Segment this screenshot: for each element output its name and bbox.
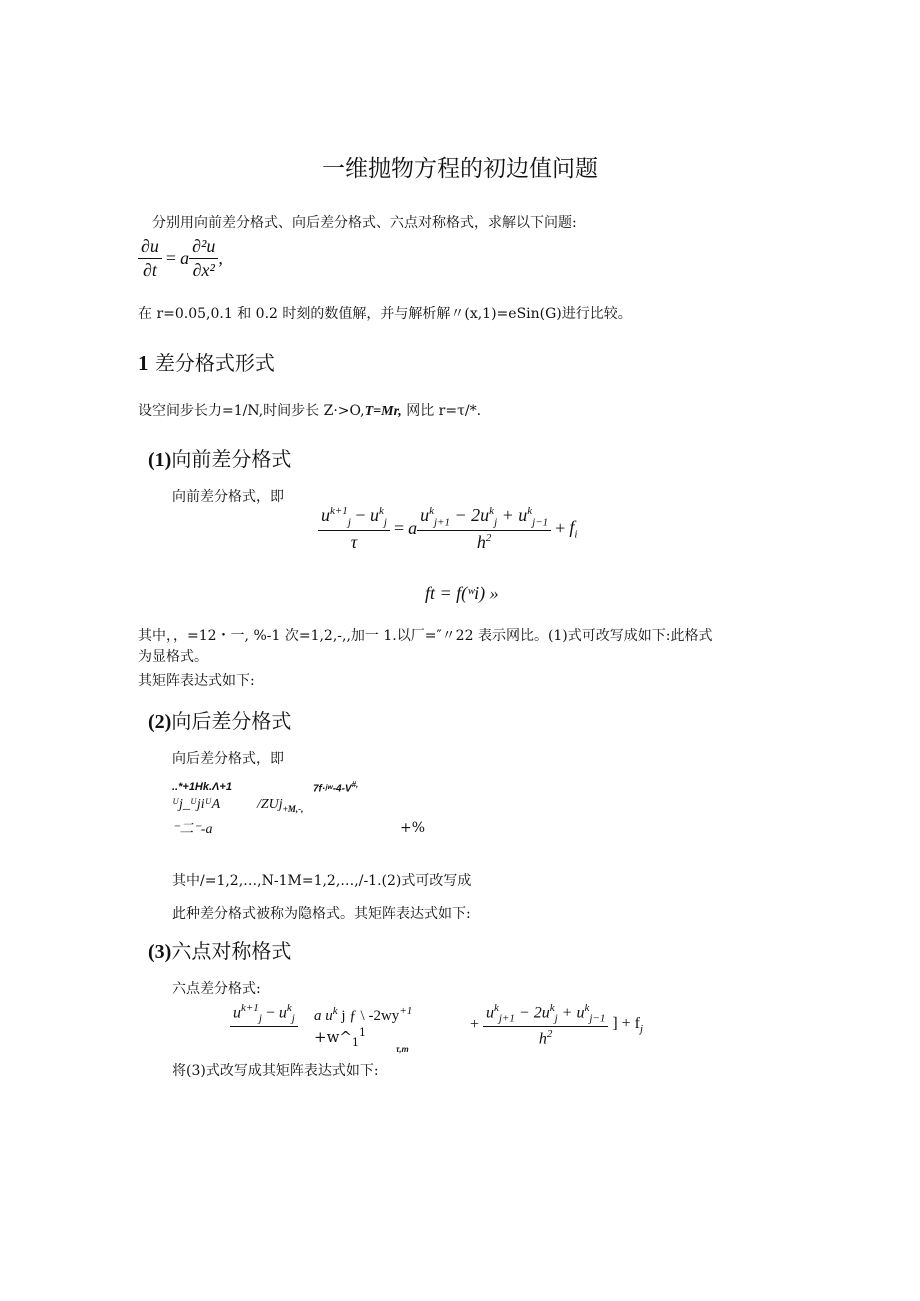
forward-note-line-2: 为显格式。 xyxy=(138,649,208,665)
forward-rhs-denominator: $h^2$ xyxy=(476,531,492,552)
six-point-rhs-numerator: $u^k_{j+1} - 2u^k_j + u^k_{j-1}$ xyxy=(483,1002,608,1027)
six-point-lhs-numerator: $u^{k+1}_j - u^k_j$ xyxy=(230,1002,298,1027)
source-term-equation: ft = f(ʷi) » xyxy=(425,583,499,603)
section-1-title: 差分格式形式 xyxy=(154,351,275,375)
forward-rhs-numerator: $u^k_{j+1} - 2u^k_j + u^k_{j-1}$ xyxy=(417,505,551,531)
subsection-1-number: (1) xyxy=(148,449,172,471)
subsection-3-title: 六点对称格式 xyxy=(171,939,292,963)
six-point-intro: 六点差分格式: xyxy=(172,981,261,997)
six-point-mid-line-2: $+w\^{}_1^1$ xyxy=(314,1026,366,1049)
forward-coef: a xyxy=(408,518,418,539)
forward-source: $f_i$ xyxy=(569,517,578,541)
forward-plus: + xyxy=(555,518,566,539)
pde-equation xyxy=(138,236,223,281)
backward-eq-line-2b: /ZUj$_{+M,-,}$ xyxy=(257,797,304,814)
grid-text: 设空间步长力=1/N,时间步长 Z·>O, xyxy=(138,403,365,419)
forward-equals: = xyxy=(393,518,405,539)
subsection-1-heading xyxy=(148,443,291,472)
six-point-rhs-denominator: $h^2$ xyxy=(538,1027,553,1047)
section-1-heading xyxy=(138,347,275,376)
six-point-rhs xyxy=(470,1002,643,1048)
grid-math: T=Mr, xyxy=(364,404,402,419)
lhs-numerator: ∂u xyxy=(138,236,162,259)
backward-eq-line-1a: ..*+1Hk.Λ+1 xyxy=(172,781,232,793)
equals-sign: = xyxy=(165,248,177,268)
subsection-1-title: 向前差分格式 xyxy=(171,447,292,471)
backward-eq-line-3a: ⁻二⁻-a xyxy=(172,822,213,837)
six-point-mid-line-3: τ,m xyxy=(396,1045,409,1054)
rhs-fraction xyxy=(189,236,218,281)
forward-lhs-numerator: $u^{k+1}_j - u^k_j$ xyxy=(318,505,390,531)
subsection-2-heading xyxy=(148,705,291,734)
six-point-lhs xyxy=(230,1002,298,1040)
coefficient-a: a xyxy=(180,248,190,268)
backward-intro: 向后差分格式，即 xyxy=(172,751,284,767)
forward-equation xyxy=(318,505,577,553)
compare-paragraph: 在 r=0.05,0.1 和 0.2 时刻的数值解，并与解析解〃(x,1)=eSin(G)进行比较。 xyxy=(138,306,632,322)
rhs-numerator: ∂²u xyxy=(189,236,218,259)
matrix-form-label: 其矩阵表达式如下: xyxy=(138,673,255,689)
forward-intro: 向前差分格式，即 xyxy=(172,489,284,505)
backward-note-line-2: 此种差分格式被称为隐格式。其矩阵表达式如下: xyxy=(172,906,471,922)
six-point-rhs-fraction xyxy=(483,1002,608,1048)
forward-note-line-1: 其中，，=12・一, %-1 次=1,2,-,,加一 1.以厂=″〃22 表示网比。(1)式可改写成如下:此格式 xyxy=(138,628,713,644)
backward-eq-line-2a: ᵁj_ᵁjiᵁA xyxy=(172,797,221,812)
subsection-3-number: (3) xyxy=(148,941,172,963)
forward-rhs-fraction xyxy=(417,505,551,553)
six-point-mid-line-1: a $u^k$ j ƒ \ $-2wy^{+1}$ xyxy=(314,1005,413,1024)
six-point-lhs-denominator xyxy=(261,1027,267,1040)
forward-lhs-denominator: τ xyxy=(350,531,358,552)
subsection-2-number: (2) xyxy=(148,711,172,733)
subsection-2-title: 向后差分格式 xyxy=(171,709,292,733)
grid-definition xyxy=(138,400,481,420)
six-point-rhs-plus: + xyxy=(470,1015,480,1033)
six-point-lhs-fraction xyxy=(230,1002,298,1040)
lhs-denominator: ∂t xyxy=(143,260,157,280)
six-point-rhs-tail: ] + $f_j$ xyxy=(612,1014,644,1036)
rhs-denominator: ∂x² xyxy=(192,260,215,280)
six-point-note: 将(3)式改写成其矩阵表达式如下: xyxy=(172,1063,379,1079)
subsection-3-heading xyxy=(148,935,291,964)
backward-note-line-1: 其中/=1,2,…,N-1M=1,2,…,/-1.(2)式可改写成 xyxy=(172,873,472,889)
forward-lhs-fraction xyxy=(318,505,390,553)
backward-eq-line-1b: 7f·ʲʷ-4-V#, xyxy=(313,780,359,795)
document-title: 一维抛物方程的初边值问题 xyxy=(322,156,598,182)
pde-comma: , xyxy=(218,248,223,268)
intro-paragraph: 分别用向前差分格式、向后差分格式、六点对称格式，求解以下问题: xyxy=(152,215,577,231)
lhs-fraction xyxy=(138,236,162,281)
grid-text-2: 网比 r=τ/*. xyxy=(401,403,482,419)
section-1-number: 1 xyxy=(138,351,149,375)
backward-eq-line-3b: +% xyxy=(400,820,426,836)
